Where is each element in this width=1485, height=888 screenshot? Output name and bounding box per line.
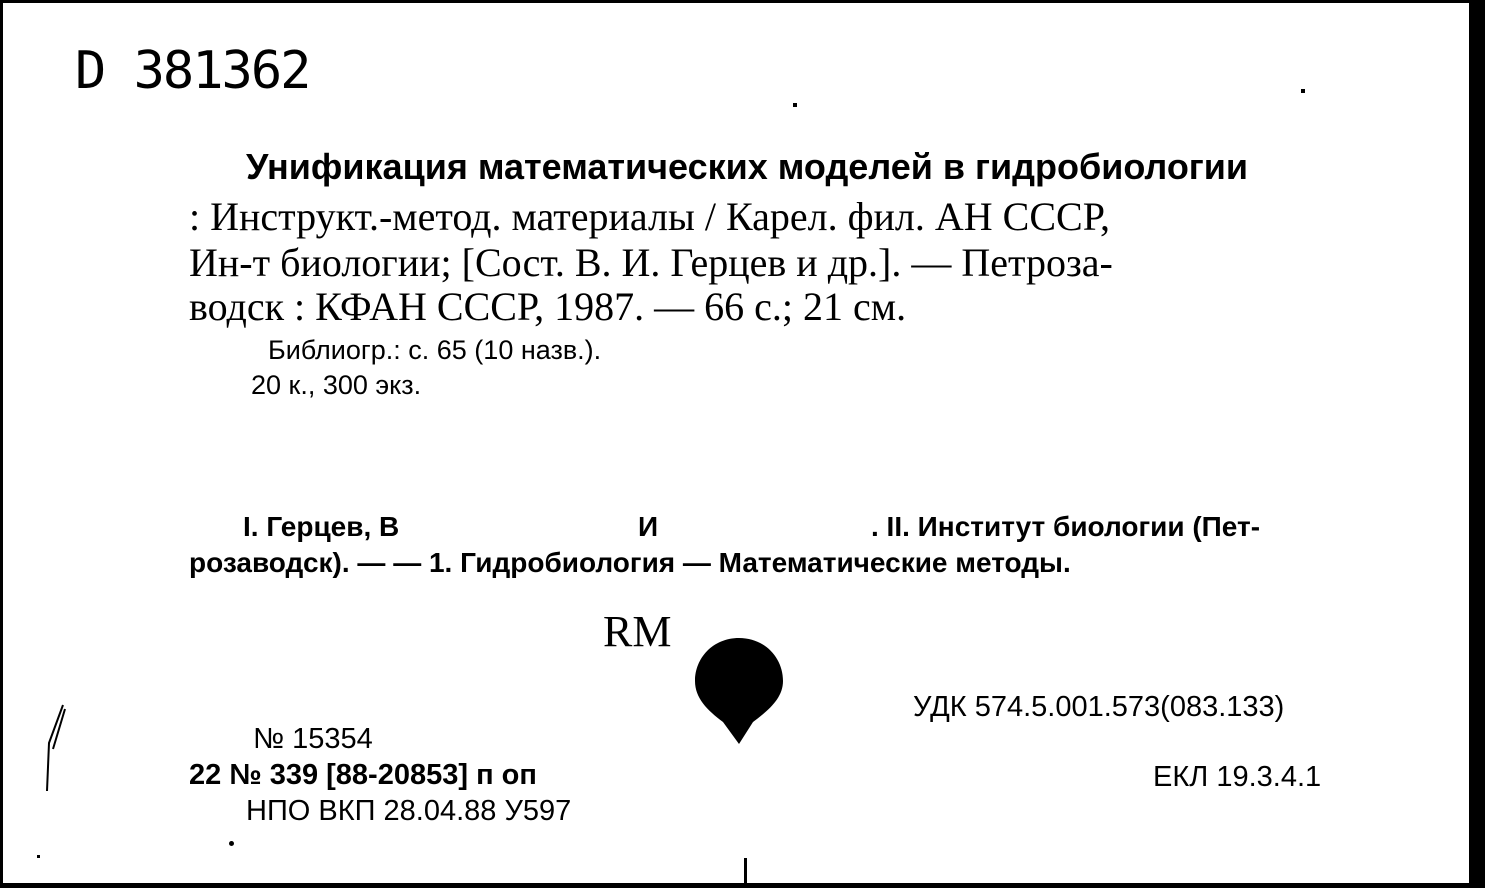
scan-dot: [1301, 89, 1305, 93]
tracing-institute: . II. Институт биологии (Пет-: [871, 511, 1261, 542]
price-print-run-note: 20 к., 300 экз.: [251, 370, 422, 400]
tracing-subjects: розаводск). — — 1. Гидробиология — Математические методы.: [189, 547, 1071, 578]
description-line: : Инструкт.-метод. материалы / Карел. фил. АН СССР,: [189, 194, 1110, 239]
description-line: Ин-т биологии; [Сост. В. И. Герцев и др.]. — Петроза-: [189, 240, 1113, 285]
library-stamp: RM: [603, 607, 672, 656]
pencil-mark-icon: [41, 703, 71, 793]
tracing-initial: И: [638, 511, 659, 542]
scan-dot: [793, 103, 797, 107]
bibliography-note: Библиогр.: с. 65 (10 назв.).: [268, 335, 602, 365]
scan-dot: [229, 841, 234, 846]
book-title: Унификация математических моделей в гидробиологии: [246, 146, 1249, 187]
printer-line: НПО ВКП 28.04.88 У597: [246, 795, 572, 827]
publisher-line: 22 № 339 [88-20853] п оп: [189, 759, 537, 791]
record-number: № 15354: [253, 723, 373, 755]
description-line: водск : КФАН СССР, 1987. — 66 с.; 21 см.: [189, 284, 907, 329]
punch-hole-icon: [695, 636, 783, 746]
scan-mark: [744, 858, 747, 883]
ekl-code: ЕКЛ 19.3.4.1: [1153, 761, 1322, 793]
catalog-card: [3, 3, 1469, 883]
scan-dot: [37, 855, 40, 858]
tracing-author: I. Герцев, В: [243, 511, 400, 542]
udc-code: УДК 574.5.001.573(083.133): [913, 691, 1285, 723]
call-number: D 381362: [75, 41, 310, 101]
